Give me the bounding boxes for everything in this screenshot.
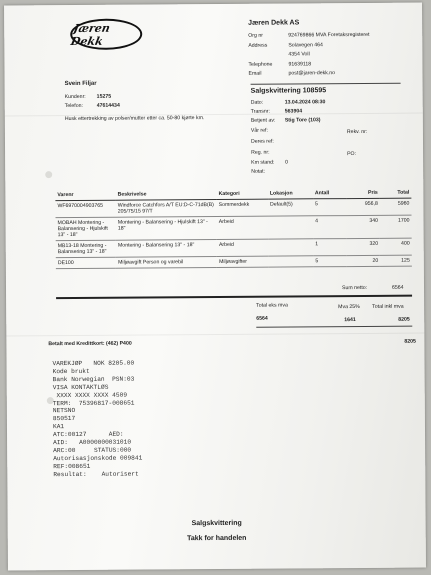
column-header: Total	[380, 188, 412, 199]
company-logo	[70, 19, 142, 51]
your-ref-label: Deres ref:	[250, 138, 274, 145]
requisition-label: Rekv. nr:	[346, 128, 368, 136]
table-cell: Arbeid	[217, 239, 268, 256]
date-value: 13.04.2024 08:30	[284, 99, 326, 106]
terminal-line: 850517	[52, 415, 76, 423]
column-header: Beskrivelse	[116, 189, 217, 200]
card-terminal-slip	[53, 360, 143, 479]
table-cell: 1700	[380, 215, 412, 238]
table-cell: MOBAH Montering - Balansering - Hjulskift 13" - 18"	[56, 217, 116, 240]
transnr-value: 563904	[284, 108, 303, 115]
items-table	[55, 188, 412, 269]
company-field-value: 924769866 MVA Foretaksregisteret	[288, 31, 370, 39]
column-header: Varenr	[55, 190, 115, 201]
customer-phone: 47614434	[96, 102, 120, 109]
date-label: Dato:	[250, 99, 264, 106]
terminal-line: XXXX XXXX XXXX 4509	[52, 391, 128, 399]
company-field-label: Email	[248, 70, 262, 77]
reg-nr-label: Reg. nr:	[251, 149, 270, 156]
table-cell: Default(5)	[268, 199, 313, 216]
company-field-value: post@jaren-dekk.no	[288, 70, 336, 77]
terminal-line: VISA KONTAKTLØS	[52, 383, 109, 391]
vat-value: 1641	[344, 317, 356, 324]
footer-thanks: Takk for handelen	[187, 534, 247, 543]
company-field-label: Org nr	[248, 32, 263, 39]
table-cell: 5	[313, 199, 347, 216]
company-field-label: Telephone	[248, 61, 273, 68]
table-cell: 400	[380, 238, 412, 255]
total-inc-vat-value: 8205	[398, 316, 410, 323]
total-ex-vat-value: 6564	[256, 315, 268, 322]
served-by-value: Stig Tore (103)	[284, 117, 321, 124]
table-cell: Miljøavgifter	[217, 256, 268, 267]
receipt-paper	[4, 3, 426, 571]
total-ex-vat-label: Total eks mva	[256, 302, 288, 309]
table-cell	[268, 256, 313, 267]
footer-title: Salgskvittering	[191, 519, 242, 528]
customer-number: 15275	[96, 93, 112, 100]
receipt-title: Salgskvittering 108595	[250, 87, 327, 95]
km-label: Km stand:	[251, 159, 275, 166]
table-row	[56, 255, 412, 268]
table-cell: 340	[347, 215, 381, 238]
sum-net-label: Sum netto:	[341, 284, 368, 292]
km-value: 0	[285, 159, 289, 166]
table-cell: 4	[313, 216, 347, 239]
divider	[256, 326, 412, 328]
customer-phone-label: Telefon:	[64, 102, 83, 110]
terminal-line: REF:008651	[53, 462, 91, 470]
customer-note: Husk ettertrekking av polser/mutter etter ca. 50-80 kjørte km.	[64, 115, 205, 123]
table-cell: MB13-18 Montering - Balansering 13" - 18"	[56, 240, 116, 257]
table-cell: Windforce Catchfors A/T EU:D-C-71dB(B) 205/75/15 97/T	[116, 199, 217, 217]
company-field-value: 91639118	[288, 60, 312, 67]
table-cell: Montering - Balansering 13" - 18"	[116, 239, 217, 257]
table-cell: 320	[347, 238, 380, 255]
vat-label: Mva 25%	[338, 303, 360, 311]
table-cell: 1	[313, 239, 347, 256]
our-ref-label: Vår ref:	[250, 127, 268, 134]
company-field-value: Solavegen 464	[288, 41, 323, 48]
paper-fold	[6, 333, 424, 337]
divider	[56, 295, 412, 299]
customer-number-label: Kundenr:	[64, 93, 86, 101]
table-cell: Miljøavgift Person og varebil	[116, 256, 217, 268]
column-header: Lokasjon	[268, 188, 313, 199]
payment-amount: 8205	[404, 338, 416, 345]
terminal-line: KA1	[52, 423, 65, 431]
column-header: Kategori	[217, 189, 268, 200]
terminal-line: Bank Norwegian PSN:03	[52, 375, 135, 383]
table-row	[56, 215, 412, 240]
terminal-line: Autorisasjonskode 009841	[53, 454, 143, 463]
column-header: Pris	[346, 188, 379, 199]
terminal-line: Resultat: Autorisert	[53, 470, 139, 478]
note-label: Notat:	[251, 168, 266, 175]
terminal-line: ATC:00127 AED:	[53, 430, 124, 439]
table-cell: Sommerdekk	[217, 199, 268, 216]
company-name: Jæren Dekk AS	[248, 19, 300, 27]
terminal-line: AID: A0000000031010	[53, 438, 132, 447]
terminal-line: ARC:00 STATUS:000	[53, 446, 132, 455]
table-cell: 125	[380, 255, 412, 266]
logo-text: Jæren Dekk	[69, 21, 112, 48]
terminal-line: TERM: 75396817-008651	[52, 399, 135, 407]
punch-hole	[45, 171, 52, 178]
total-inc-vat-label: Total inkl mva	[372, 303, 404, 310]
payment-method: Betalt med Kredittkort: (462) P400	[48, 340, 132, 348]
table-cell: Montering - Balansering - Hjulskift 13" - 18"	[116, 216, 217, 240]
terminal-line: VAREKJØP NOK 8205.00	[52, 359, 135, 368]
po-label: PO:	[347, 151, 357, 158]
table-cell: DE100	[56, 257, 116, 268]
table-cell: 20	[347, 255, 380, 266]
company-field-value: 4354 Voll	[288, 51, 310, 58]
table-cell: 5960	[380, 198, 412, 215]
company-field-label: Address	[248, 42, 268, 49]
terminal-line: NETSNO	[52, 407, 76, 415]
table-cell: 5	[313, 256, 347, 267]
terminal-line: Kode brukt	[52, 367, 90, 376]
served-by-label: Betjent av:	[250, 117, 276, 124]
divider	[251, 83, 401, 85]
customer-name: Svein Filjar	[64, 80, 97, 88]
table-cell: 956,8	[346, 198, 379, 215]
transnr-label: Transnr:	[250, 108, 270, 115]
table-cell	[268, 239, 313, 256]
sum-net-value: 6564	[391, 284, 404, 291]
table-cell: Arbeid	[217, 216, 268, 239]
table-cell	[268, 216, 313, 239]
column-header: Antall	[313, 188, 347, 199]
table-cell: WF6970004903765	[55, 200, 115, 217]
